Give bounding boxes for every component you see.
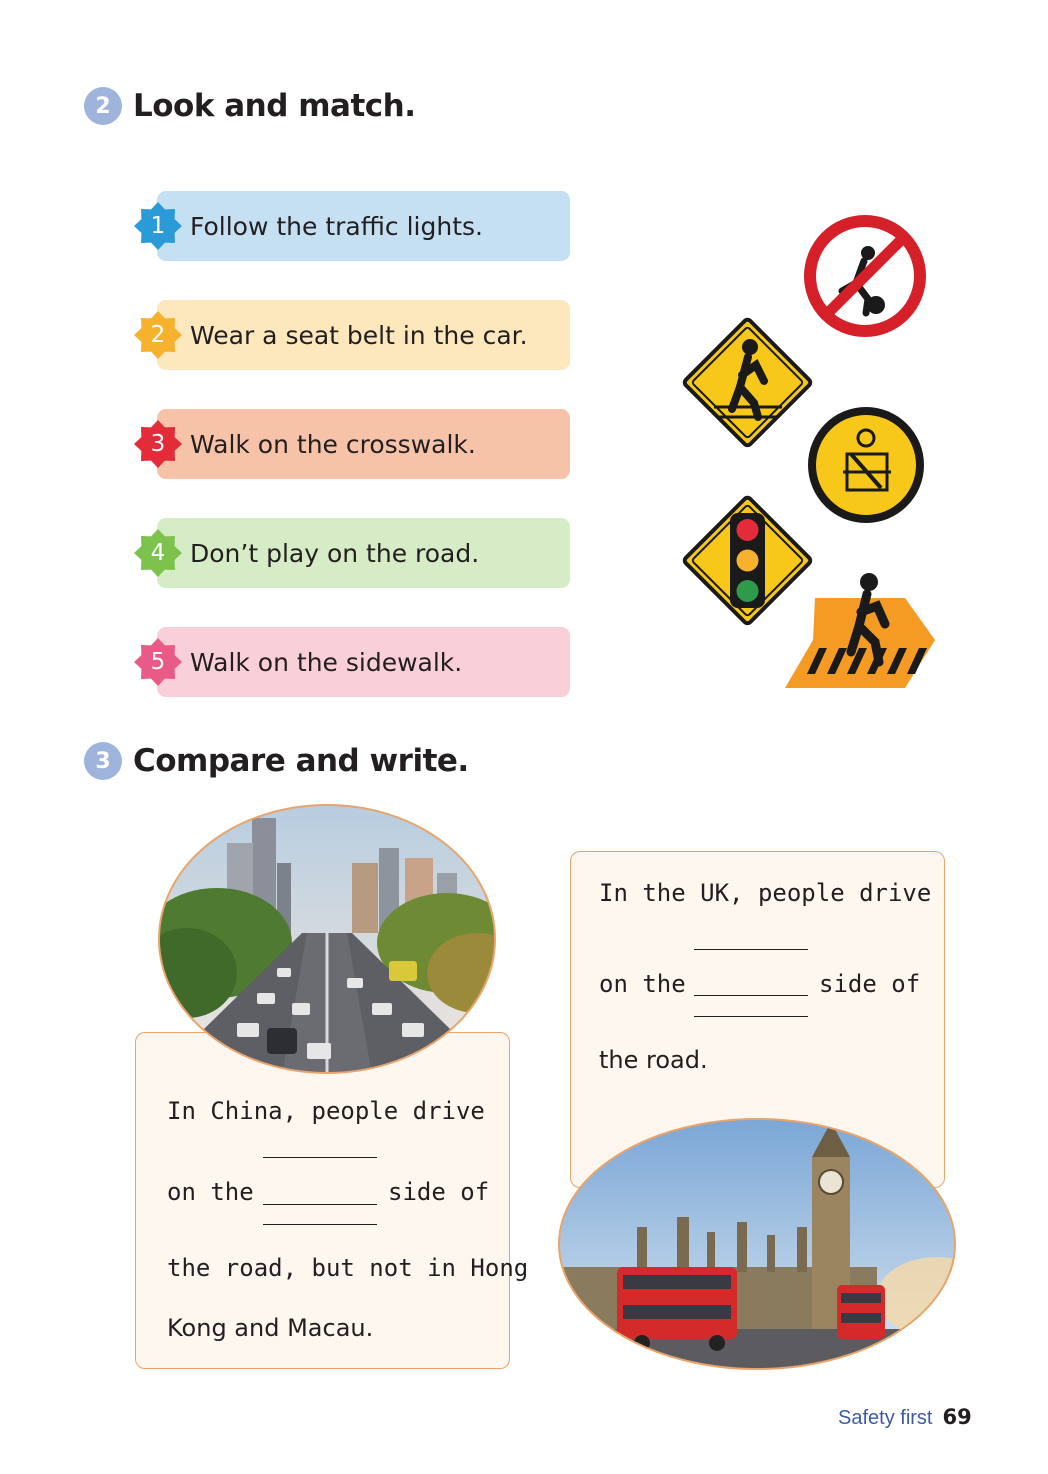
china-road-photo (157, 803, 497, 1075)
match-item-text: Follow the traffic lights. (190, 211, 483, 241)
footer-unit-title: Safety first (838, 1407, 933, 1429)
match-item-3[interactable] (157, 409, 570, 479)
match-number: 1 (150, 213, 166, 239)
china-guide-line-top (263, 1157, 377, 1158)
sign-area (665, 205, 955, 705)
uk-side-of: side of (819, 970, 921, 998)
match-number-badge-5 (134, 638, 182, 686)
china-line-4: Kong and Macau. (167, 1314, 374, 1342)
uk-guide-line-top (694, 949, 808, 950)
china-answer-line[interactable] (263, 1204, 377, 1205)
match-number-badge-2 (134, 311, 182, 359)
section-3-number: 3 (84, 742, 122, 780)
china-line-1: In China, people drive (167, 1097, 485, 1125)
crosswalk-sign[interactable] (785, 570, 940, 695)
china-side-of: side of (388, 1178, 490, 1206)
uk-line-1: In the UK, people drive (599, 879, 932, 907)
page-footer (838, 1405, 972, 1430)
london-road-photo (557, 1117, 957, 1371)
uk-guide-line-bottom (694, 1016, 808, 1017)
match-item-1[interactable] (157, 191, 570, 261)
match-item-2[interactable] (157, 300, 570, 370)
match-number-badge-4 (134, 529, 182, 577)
match-number: 5 (150, 649, 166, 675)
match-number-badge-1 (134, 202, 182, 250)
uk-on-the: on the (599, 970, 686, 998)
match-item-text: Wear a seat belt in the car. (190, 320, 528, 350)
china-line-3: the road, but not in Hong (167, 1254, 529, 1282)
china-on-the: on the (167, 1178, 254, 1206)
pedestrian-crossing-sign[interactable] (670, 305, 825, 460)
section-2-number: 2 (84, 87, 122, 125)
uk-line-3: the road. (599, 1046, 708, 1074)
section-2-title: Look and match. (133, 88, 416, 124)
china-writing-box (135, 1032, 529, 1369)
match-number: 2 (150, 322, 166, 348)
match-item-5[interactable] (157, 627, 570, 697)
page-number: 69 (942, 1405, 972, 1429)
match-item-text: Walk on the crosswalk. (190, 429, 476, 459)
match-number-badge-3 (134, 420, 182, 468)
match-number: 4 (150, 540, 166, 566)
match-item-text: Don’t play on the road. (190, 538, 480, 568)
china-guide-line-bottom (263, 1224, 377, 1225)
uk-answer-line[interactable] (694, 995, 808, 996)
match-number: 3 (150, 431, 166, 457)
match-item-text: Walk on the sidewalk. (190, 647, 463, 677)
match-item-4[interactable] (157, 518, 570, 588)
section-3-title: Compare and write. (133, 743, 469, 779)
